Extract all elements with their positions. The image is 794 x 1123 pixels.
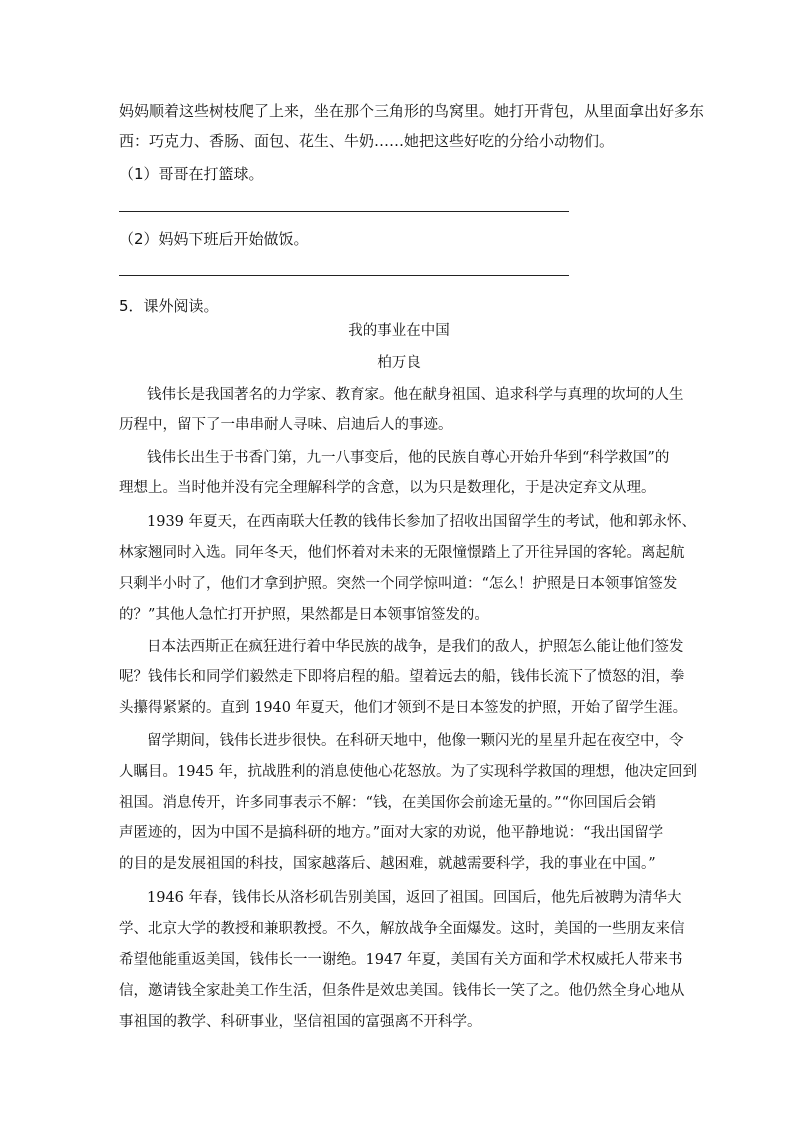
article-author: 柏万良 <box>377 355 421 371</box>
section-heading: 5．课外阅读。 <box>119 297 219 315</box>
answer-line-1[interactable] <box>119 211 569 212</box>
exercise-item-1: （1）哥哥在打篮球。 <box>119 165 264 183</box>
article-line: 的？”其他人急忙打开护照，果然都是日本领事馆签发的。 <box>119 607 489 623</box>
article-line: 希望他能重返美国，钱伟长一一谢绝。1947 年夏，美国有关方面和学术权威托人带来书 <box>119 952 683 968</box>
article-line: 人瞩目。1945 年，抗战胜利的消息使他心花怒放。为了实现科学救国的理想，他决定回到 <box>119 764 698 780</box>
article-line: 钱伟长出生于书香门第，九一八事变后，他的民族自尊心开始升华到“科学救国”的 <box>147 450 670 466</box>
intro-line-1: 妈妈顺着这些树枝爬了上来，坐在那个三角形的鸟窝里。她打开背包，从里面拿出好多东 <box>119 102 705 120</box>
exercise-item-2: （2）妈妈下班后开始做饭。 <box>119 230 309 248</box>
article-line: 的目的是发展祖国的科技，国家越落后、越困难，就越需要科学，我的事业在中国。” <box>119 856 656 872</box>
article-line: 1939 年夏天，在西南联大任教的钱伟长参加了招收出国留学生的考试，他和郭永怀、 <box>147 514 697 530</box>
article-line: 1946 年春，钱伟长从洛杉矶告别美国，返回了祖国。回国后，他先后被聘为清华大 <box>147 890 682 906</box>
article-line: 声匿迹的，因为中国不是搞科研的地方。”面对大家的劝说，他平静地说：“我出国留学 <box>119 825 664 841</box>
article-line: 钱伟长是我国著名的力学家、教育家。他在献身祖国、追求科学与真理的坎坷的人生 <box>147 387 684 403</box>
article-line: 信，邀请钱全家赴美工作生活，但条件是效忠美国。钱伟长一笑了之。他仍然全身心地从 <box>119 983 685 999</box>
article-line: 头攥得紧紧的。直到 1940 年夏天，他们才领到不是日本签发的护照，开始了留学生涯。 <box>119 700 688 716</box>
intro-line-2: 西：巧克力、香肠、面包、花生、牛奶……她把这些好吃的分给小动物们。 <box>119 132 615 150</box>
article-line: 历程中，留下了一串串耐人寻味、启迪后人的事迹。 <box>119 417 453 433</box>
article-line: 事祖国的教学、科研事业，坚信祖国的富强离不开科学。 <box>119 1014 482 1030</box>
article-line: 呢？钱伟长和同学们毅然走下即将启程的船。望着远去的船，钱伟长流下了愤怒的泪，拳 <box>119 669 685 685</box>
article-line: 只剩半小时了，他们才拿到护照。突然一个同学惊叫道：“怎么！护照是日本领事馆签发 <box>119 576 678 592</box>
article-line: 留学期间，钱伟长进步很快。在科研天地中，他像一颗闪光的星星升起在夜空中，令 <box>147 733 684 749</box>
article-line: 林家翘同时入选。同年冬天，他们怀着对未来的无限憧憬踏上了开往异国的客轮。离起航 <box>119 545 685 561</box>
article-line: 学、北京大学的教授和兼职教授。不久，解放战争全面爆发。这时，美国的一些朋友来信 <box>119 921 685 937</box>
article-line: 祖国。消息传开，许多同事表示不解：“钱，在美国你会前途无量的。”“你回国后会销 <box>119 795 656 811</box>
answer-line-2[interactable] <box>119 275 569 276</box>
article-line: 理想上。当时他并没有完全理解科学的含意，以为只是数理化，于是决定弃文从理。 <box>119 480 656 496</box>
article-line: 日本法西斯正在疯狂进行着中华民族的战争，是我们的敌人，护照怎么能让他们签发 <box>147 639 684 655</box>
article-title: 我的事业在中国 <box>348 323 450 339</box>
